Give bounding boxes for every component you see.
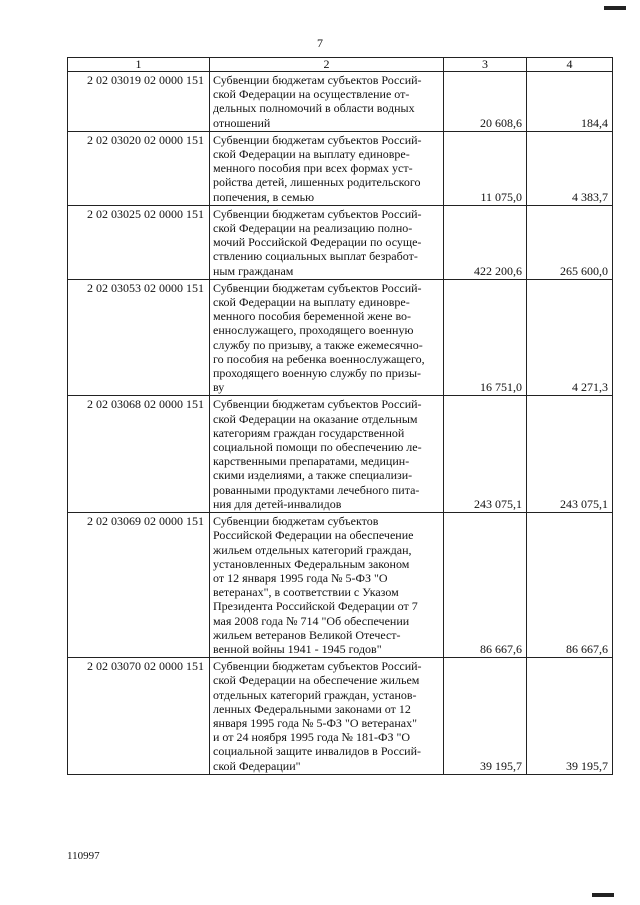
description-line: попечения, в семью: [213, 189, 315, 204]
description-cell: [210, 396, 444, 513]
description-line: Субвенции бюджетам субъектов Россий-: [213, 397, 422, 412]
description-line: от 12 января 1995 года № 5-ФЗ "О: [213, 570, 388, 585]
description-line: ской Федерации на оказание отдельным: [213, 411, 418, 426]
description-line: менного пособия при всех формах уст-: [213, 161, 413, 176]
table-row: [68, 205, 613, 279]
budget-code-cell: 2 02 03020 02 0000 151: [68, 131, 210, 205]
description-cell: [210, 658, 444, 775]
table-row: [68, 396, 613, 513]
amount-column-4-cell: 86 667,6: [527, 513, 613, 658]
description-cell: [210, 279, 444, 396]
description-line: ской Федерации на осуществление от-: [213, 87, 410, 102]
description-line: ройства детей, лишенных родительского: [213, 175, 421, 190]
description-line: отношений: [213, 115, 271, 130]
description-line: мочий Российской Федерации по осуще-: [213, 235, 422, 250]
amount-column-3-cell: 39 195,7: [444, 658, 527, 775]
description-line: и от 24 ноября 1995 года № 181-ФЗ "О: [213, 730, 411, 745]
description-cell: [210, 205, 444, 279]
amount-column-4-cell: 265 600,0: [527, 205, 613, 279]
description-line: проходящего военную службу по призы-: [213, 366, 422, 381]
column-header-4: 4: [527, 58, 613, 72]
page-number: 7: [317, 36, 323, 50]
table-row: [68, 513, 613, 658]
description-line: ния для детей-инвалидов: [213, 496, 342, 511]
description-line: ветеранах", в соответствии с Указом: [213, 585, 399, 600]
description-line: менного пособия беременной жене во-: [213, 309, 412, 324]
table-body: [68, 72, 613, 775]
description-line: жильем отдельных категорий граждан,: [213, 542, 412, 557]
description-line: Субвенции бюджетам субъектов Россий-: [213, 659, 422, 674]
budget-code-cell: 2 02 03070 02 0000 151: [68, 658, 210, 775]
amount-column-3-cell: 11 075,0: [444, 131, 527, 205]
description-line: Субвенции бюджетам субъектов Россий-: [213, 206, 422, 221]
amount-column-4-cell: 243 075,1: [527, 396, 613, 513]
description-line: дельных полномочий в области водных: [213, 101, 415, 116]
description-line: ской Федерации на реализацию полно-: [213, 221, 413, 236]
table-header-row: [68, 58, 613, 72]
document-footer-code: 110997: [67, 850, 100, 862]
description-line: отдельных категорий граждан, установ-: [213, 687, 417, 702]
description-line: ской Федерации на выплату единовре-: [213, 147, 410, 162]
amount-column-4-cell: 4 383,7: [527, 131, 613, 205]
description-line: жильем ветеранов Великой Отечест-: [213, 627, 401, 642]
amount-column-4-cell: 39 195,7: [527, 658, 613, 775]
budget-code-cell: 2 02 03053 02 0000 151: [68, 279, 210, 396]
description-line: карственными препаратами, медицин-: [213, 454, 410, 469]
amount-column-3-cell: 243 075,1: [444, 396, 527, 513]
description-line: ву: [213, 380, 225, 395]
table-row: [68, 279, 613, 396]
amount-column-3-cell: 422 200,6: [444, 205, 527, 279]
description-line: скими изделиями, а также специализи-: [213, 468, 413, 483]
description-line: венной войны 1941 - 1945 годов": [213, 641, 382, 656]
description-line: го пособия на ребенка военнослужащего,: [213, 351, 425, 366]
description-line: ствлению социальных выплат безработ-: [213, 249, 418, 264]
description-line: социальной защите инвалидов в Россий-: [213, 744, 422, 759]
amount-column-4-cell: 4 271,3: [527, 279, 613, 396]
description-cell: [210, 131, 444, 205]
budget-code-cell: 2 02 03068 02 0000 151: [68, 396, 210, 513]
description-line: Субвенции бюджетам субъектов Россий-: [213, 132, 422, 147]
description-line: Российской Федерации на обеспечение: [213, 528, 414, 543]
description-line: ской Федерации на выплату единовре-: [213, 295, 410, 310]
description-line: еннослужащего, проходящего военную: [213, 323, 414, 338]
budget-code-cell: 2 02 03069 02 0000 151: [68, 513, 210, 658]
table-row: [68, 72, 613, 132]
description-line: мая 2008 года № 714 "Об обеспечении: [213, 613, 410, 628]
description-line: ской Федерации": [213, 758, 301, 773]
amount-column-3-cell: 16 751,0: [444, 279, 527, 396]
column-header-1: 1: [68, 58, 210, 72]
scan-corner-mark: [604, 6, 626, 10]
description-line: Субвенции бюджетам субъектов: [213, 514, 379, 529]
description-line: ным гражданам: [213, 263, 294, 278]
amount-column-4-cell: 184,4: [527, 72, 613, 132]
description-cell: [210, 72, 444, 132]
amount-column-3-cell: 20 608,6: [444, 72, 527, 132]
description-line: установленных Федеральным законом: [213, 556, 410, 571]
description-line: рованными продуктами лечебного пита-: [213, 482, 420, 497]
amount-column-3-cell: 86 667,6: [444, 513, 527, 658]
scan-corner-mark: [592, 893, 614, 897]
table-row: [68, 658, 613, 775]
description-line: категориям граждан государственной: [213, 425, 405, 440]
column-header-3: 3: [444, 58, 527, 72]
budget-code-cell: 2 02 03025 02 0000 151: [68, 205, 210, 279]
description-line: Президента Российской Федерации от 7: [213, 599, 418, 614]
budget-code-cell: 2 02 03019 02 0000 151: [68, 72, 210, 132]
description-line: социальной помощи по обеспечению ле-: [213, 440, 422, 455]
table-row: [68, 131, 613, 205]
description-line: Субвенции бюджетам субъектов Россий-: [213, 280, 422, 295]
description-line: ленных Федеральными законами от 12: [213, 701, 411, 716]
description-line: службу по призыву, а также ежемесячно-: [213, 337, 423, 352]
subsidies-table: [67, 57, 613, 775]
description-line: ской Федерации на обеспечение жильем: [213, 673, 420, 688]
description-line: Субвенции бюджетам субъектов Россий-: [213, 73, 422, 87]
description-line: января 1995 года № 5-ФЗ "О ветеранах": [213, 715, 417, 730]
column-header-2: 2: [210, 58, 444, 72]
description-cell: [210, 513, 444, 658]
